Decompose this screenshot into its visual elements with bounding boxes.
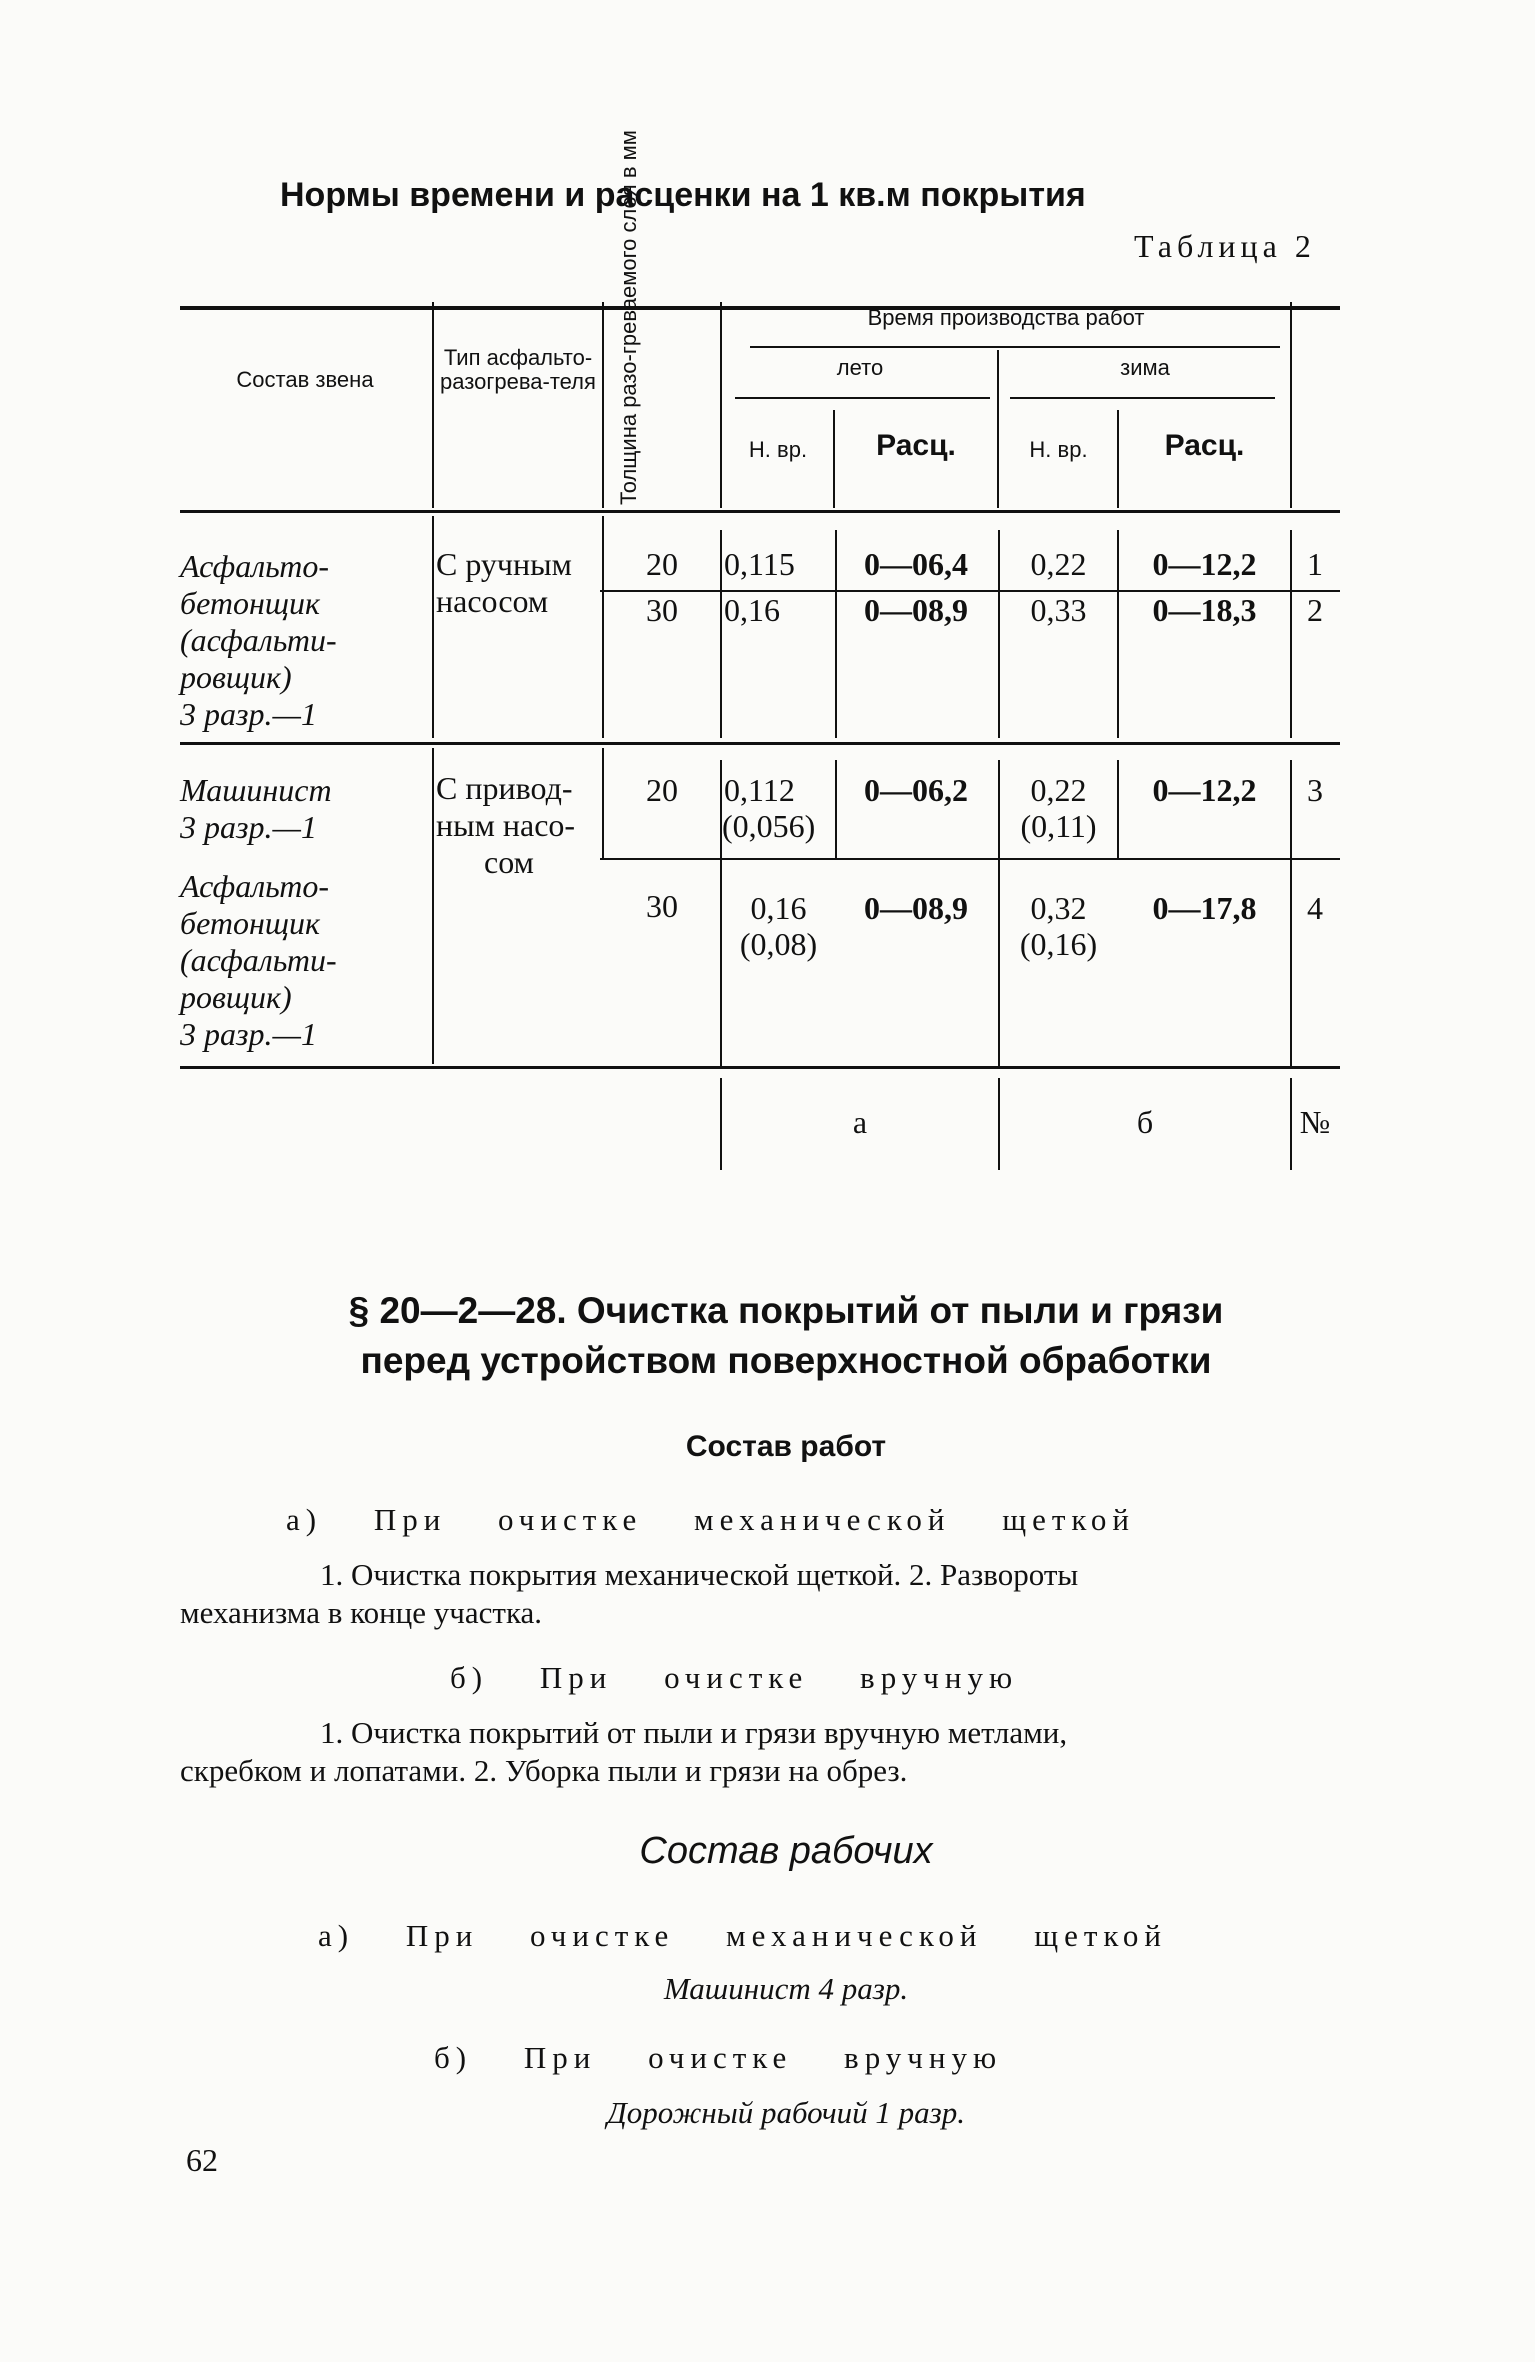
b-heading: б) При очистке вручную xyxy=(450,1660,1019,1695)
page-number: 62 xyxy=(186,2142,218,2178)
heater-group-1: С ручным насосом xyxy=(436,546,572,619)
footer-b: б xyxy=(1136,1104,1154,1140)
crew-group-2: Машинист 3 разр.—1 Асфальто- бетонщик (асфальти- ровщик) 3 разр.—1 xyxy=(180,772,337,1052)
footer-a: а xyxy=(852,1104,868,1140)
header-heater-type: Тип асфальто-разогрева-теля xyxy=(440,345,596,394)
table-label: Таблица 2 xyxy=(1134,228,1316,264)
header-work-time: Время производства работ xyxy=(867,305,1145,330)
wb-heading: б) При очистке вручную xyxy=(434,2040,1003,2075)
header-summer: лето xyxy=(836,355,884,380)
header-winter: зима xyxy=(1120,355,1170,380)
section-heading: § 20—2—28. Очистка покрытий от пыли и грязи перед устройством поверхностной обработки xyxy=(348,1290,1224,1381)
header-crew: Состав звена xyxy=(236,367,374,392)
b-text: 1. Очистка покрытий от пыли и грязи вручную метлами, скребком и лопатами. 2. Уборка пыли и грязи на обрез. xyxy=(180,1715,1068,1788)
header-summer-norm: Н. вр. xyxy=(748,437,808,462)
footer-num: № xyxy=(1299,1104,1331,1140)
workers-title: Состав рабочих xyxy=(639,1830,933,1872)
table-title: Нормы времени и расценки на 1 кв.м покрытия xyxy=(280,176,1086,214)
wa-text: Машинист 4 разр. xyxy=(663,1971,909,2006)
a-text: 1. Очистка покрытия механической щеткой. 2. Развороты механизма в конце участка. xyxy=(180,1557,1079,1630)
a-heading: а) При очистке механической щеткой xyxy=(286,1502,1136,1537)
header-winter-rate: Расц. xyxy=(1164,429,1245,462)
wa-heading: а) При очистке механической щеткой xyxy=(318,1918,1168,1953)
header-summer-rate: Расц. xyxy=(876,429,956,462)
wb-text: Дорожный рабочий 1 разр. xyxy=(607,2095,965,2130)
crew-group-1: Асфальто- бетонщик (асфальти- ровщик) 3 разр.—1 xyxy=(180,548,337,732)
heater-group-2: С привод- ным насо- сом xyxy=(436,770,576,880)
header-thickness: Толщина разо-греваемого слоя в мм xyxy=(616,130,641,505)
header-winter-norm: Н. вр. xyxy=(1029,437,1088,462)
composition-title: Состав работ xyxy=(685,1430,887,1463)
